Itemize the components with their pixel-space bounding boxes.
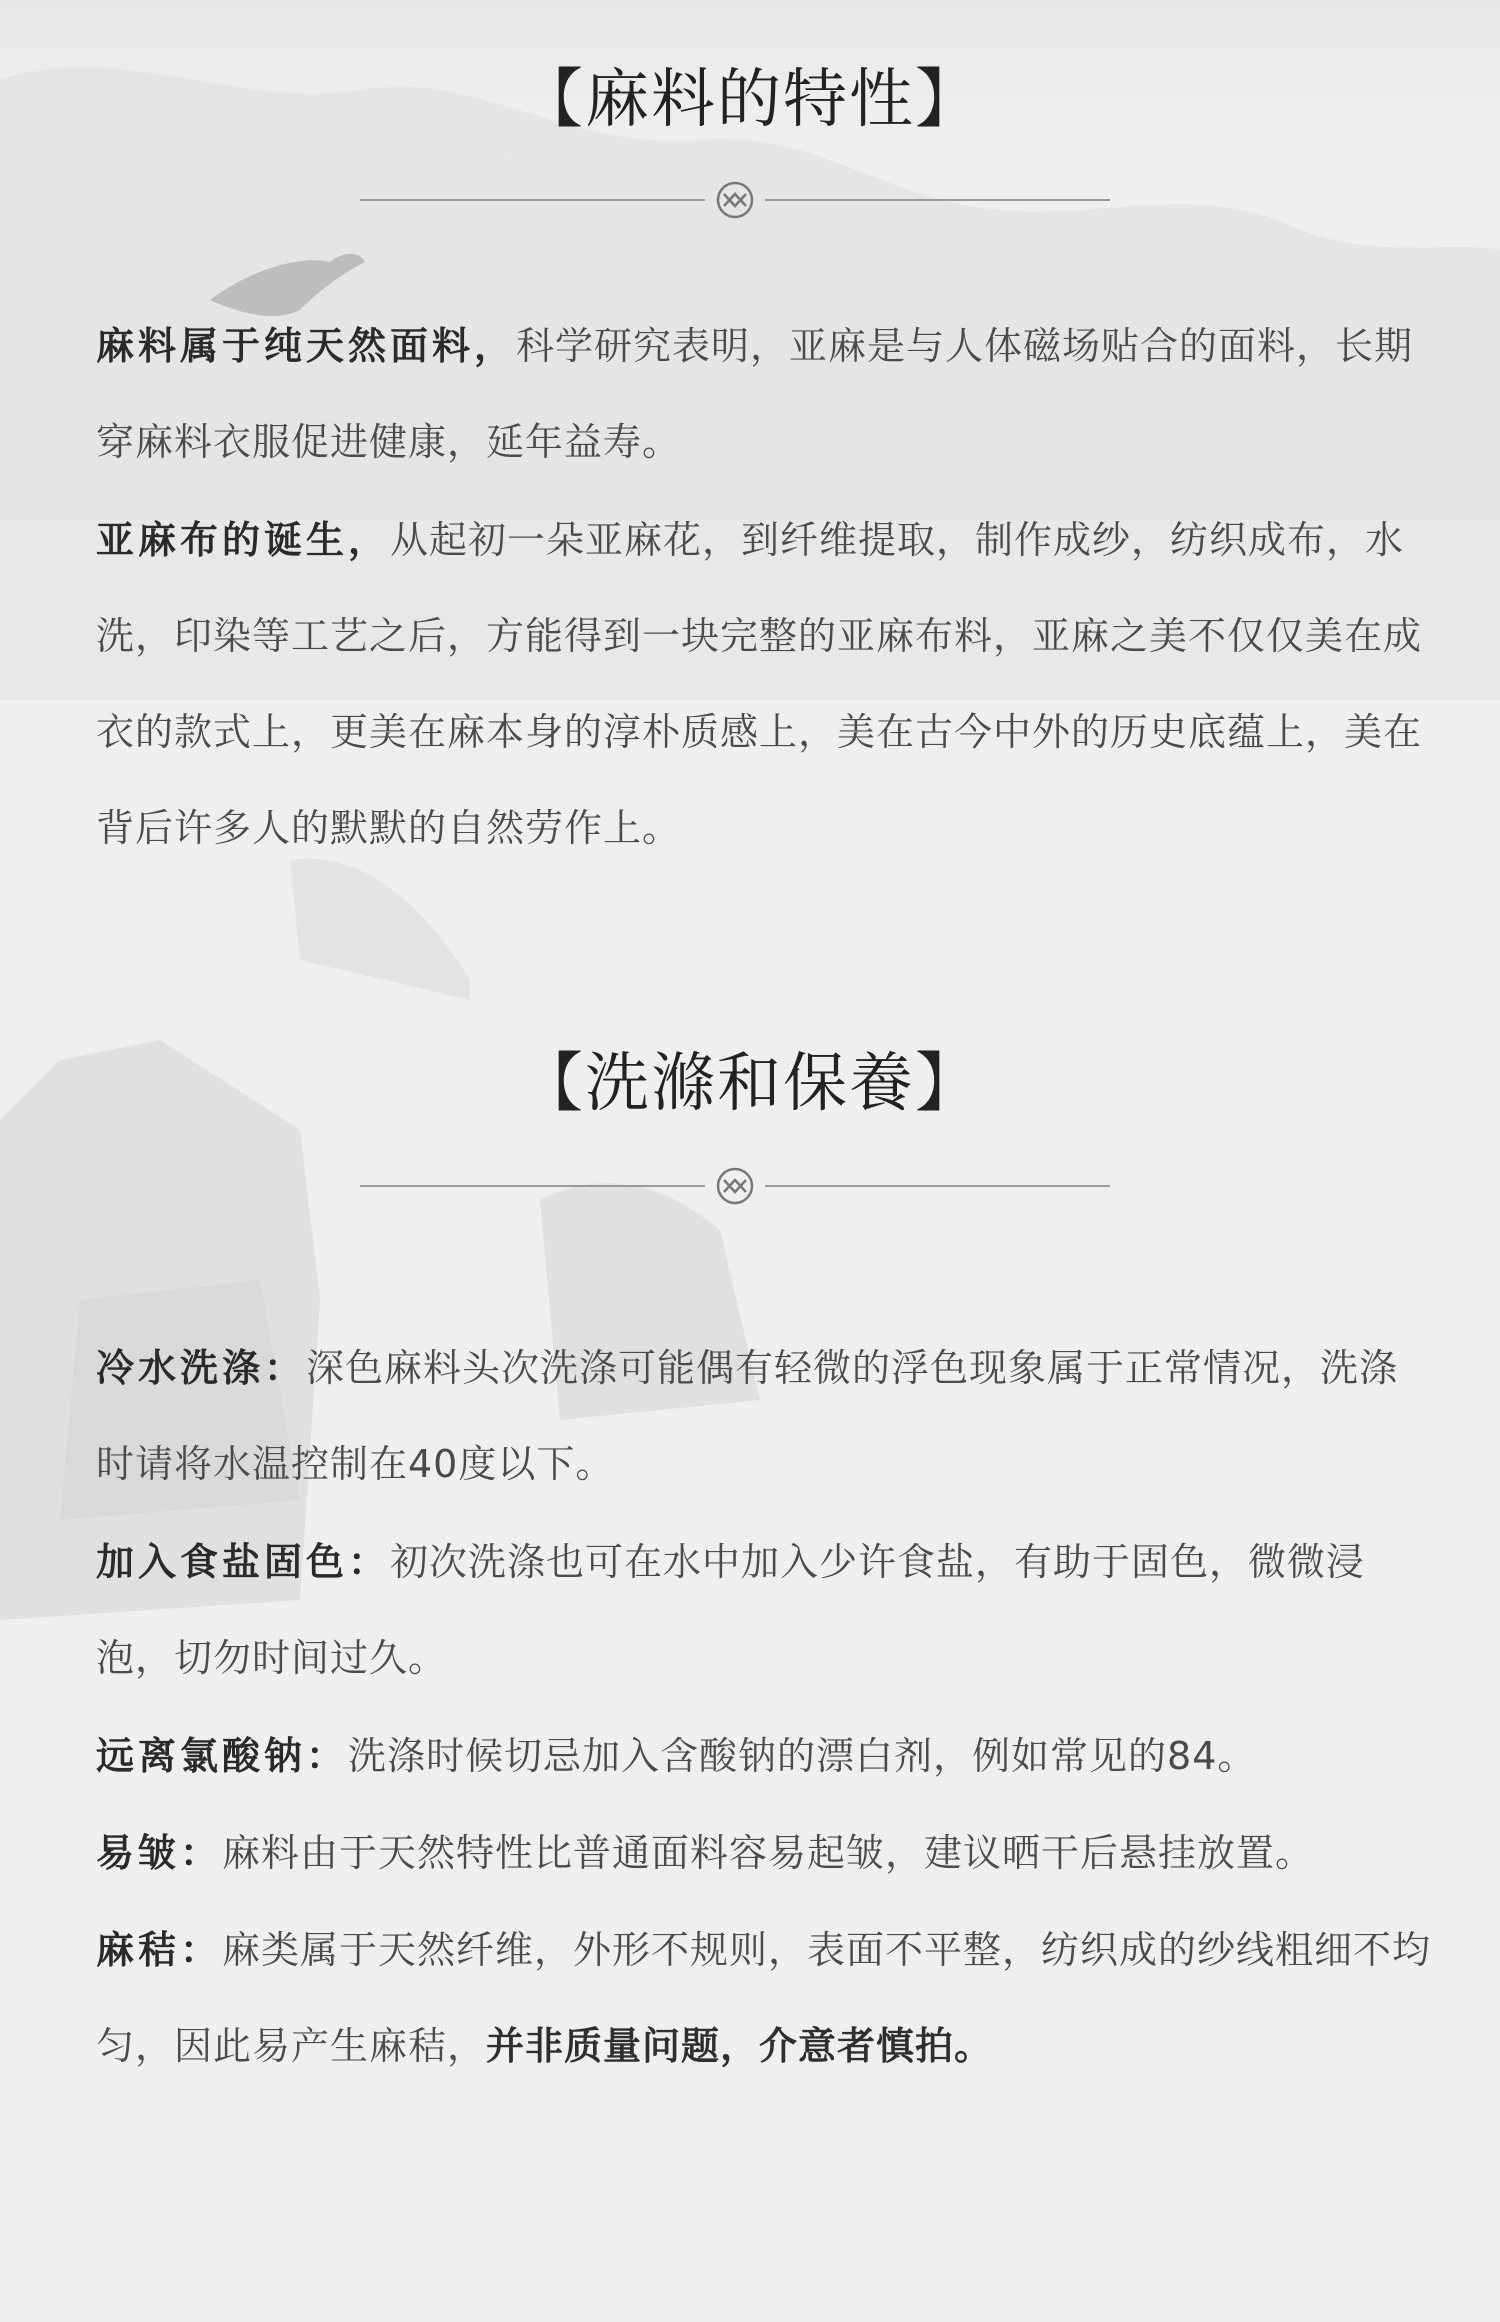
paragraph-text: 深色麻料头次洗涤可能偶有轻微的浮色现象属于正常情况，洗涤时请将水温控制在40度以下。 [96, 1346, 1399, 1486]
paragraph-text: 从起初一朵亚麻花，到纤维提取，制作成纱，纺织成布，水洗，印染等工艺之后，方能得到一块完整的亚麻布料，亚麻之美不仅仅美在成衣的款式上，更美在麻本身的淳朴质感上，美在古今中外的历史底蕴上，美在背后许多人的默默的自然劳作上。 [96, 518, 1423, 850]
paragraph-hemp-knots [96, 1902, 1436, 2094]
paragraph-no-bleach [96, 1708, 1436, 1804]
paragraph-text: 麻类属于天然纤维，外形不规则，表面不平整，纺织成的纱线粗细不均匀，因此易产生麻秸， [96, 1928, 1432, 2068]
section-divider [360, 1166, 1110, 1206]
paragraph-lead: 加入食盐固色： [96, 1540, 391, 1584]
paragraph-lead: 冷水洗涤： [96, 1346, 307, 1390]
paragraph-wrinkle [96, 1805, 1436, 1901]
ornament-knot-icon [718, 1169, 752, 1203]
paragraph-natural-fabric [96, 298, 1436, 490]
paragraph-text: 初次洗涤也可在水中加入少许食盐，有助于固色，微微浸泡，切勿时间过久。 [96, 1540, 1366, 1680]
paragraph-salt-fix [96, 1514, 1436, 1706]
paragraph-cold-wash [96, 1320, 1436, 1512]
paragraph-text: 洗涤时候切忌加入含酸钠的漂白剂，例如常见的84。 [348, 1734, 1257, 1778]
paragraph-lead: 远离氯酸钠： [96, 1734, 349, 1778]
section-divider [360, 180, 1110, 220]
section-title-fabric-properties: 【麻料的特性】 [519, 63, 981, 137]
paragraph-lead: 易皱： [96, 1831, 223, 1875]
paragraph-lead: 麻秸： [96, 1928, 223, 1972]
section-title-washing-care: 【洗滌和保養】 [519, 1047, 981, 1121]
paragraph-text: 麻料由于天然特性比普通面料容易起皱，建议晒干后悬挂放置。 [222, 1831, 1315, 1875]
paragraph-linen-birth [96, 492, 1436, 876]
paragraph-disclaimer: 并非质量问题，介意者慎拍。 [486, 2024, 994, 2068]
paragraph-lead: 亚麻布的诞生， [96, 518, 391, 562]
paragraph-lead: 麻料属于纯天然面料， [96, 324, 517, 368]
ornament-knot-icon [718, 183, 752, 217]
paragraph-text: 科学研究表明，亚麻是与人体磁场贴合的面料，长期穿麻料衣服促进健康，延年益寿。 [96, 324, 1414, 464]
